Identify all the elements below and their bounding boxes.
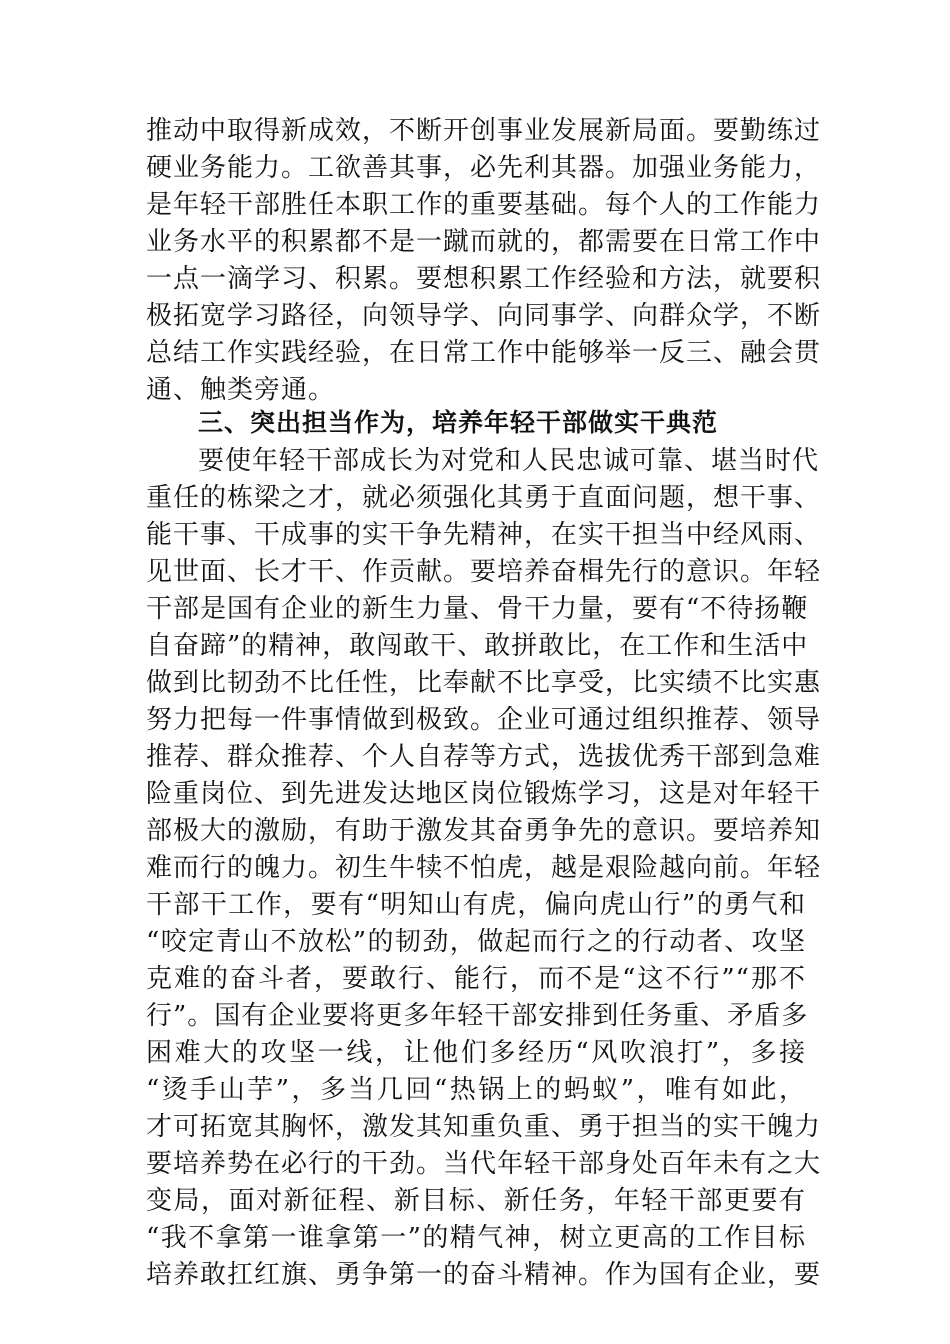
paragraph-2-line-1: 要使年轻干部成长为对党和人民忠诚可靠、堪当时代 xyxy=(198,446,820,476)
paragraph-1-line-4: 业务水平的积累都不是一蹴而就的，都需要在日常工作中 xyxy=(146,227,822,257)
section-heading: 三、突出担当作为，培养年轻干部做实干典范 xyxy=(198,408,719,437)
paragraph-2-line-12: 难而行的魄力。初生牛犊不怕虎，越是艰险越向前。年轻 xyxy=(146,853,822,883)
paragraph-2-line-4: 见世面、长才干、作贡献。要培养奋楫先行的意识。年轻 xyxy=(146,557,822,587)
paragraph-2-line-7: 做到比韧劲不比任性，比奉献不比享受，比实绩不比实惠 xyxy=(146,668,822,698)
paragraph-1-line-6: 极拓宽学习路径，向领导学、向同事学、向群众学，不断 xyxy=(146,301,822,331)
paragraph-2-line-21: 变局，面对新征程、新目标、新任务，年轻干部更要有 xyxy=(146,1186,806,1216)
paragraph-2-line-6: 自奋蹄”的精神，敢闯敢干、敢拼敢比，在工作和生活中 xyxy=(146,631,809,661)
paragraph-1-line-3: 是年轻干部胜任本职工作的重要基础。每个人的工作能力 xyxy=(146,190,822,220)
paragraph-2-line-11: 部极大的激励，有助于激发其奋勇争先的意识。要培养知 xyxy=(146,816,822,846)
paragraph-2-line-23: 培养敢扛红旗、勇争第一的奋斗精神。作为国有企业，要 xyxy=(146,1260,822,1290)
paragraph-2-line-16: 行”。国有企业要将更多年轻干部安排到任务重、矛盾多 xyxy=(146,1001,809,1031)
paragraph-2-line-10: 险重岗位、到先进发达地区岗位锻炼学习，这是对年轻干 xyxy=(146,779,822,809)
paragraph-2-line-5: 干部是国有企业的新生力量、骨干力量，要有“不待扬鞭 xyxy=(146,594,809,624)
paragraph-2-line-2: 重任的栋梁之才，就必须强化其勇于直面问题，想干事、 xyxy=(146,483,822,513)
paragraph-2-line-19: 才可拓宽其胸怀，激发其知重负重、勇于担当的实干魄力 xyxy=(146,1112,822,1142)
paragraph-2-line-14: “咬定青山不放松”的韧劲，做起而行之的行动者、攻坚 xyxy=(146,927,806,957)
paragraph-1-line-5: 一点一滴学习、积累。要想积累工作经验和方法，就要积 xyxy=(146,264,822,294)
paragraph-1-line-1: 推动中取得新成效，不断开创事业发展新局面。要勤练过 xyxy=(146,116,822,146)
paragraph-2-line-15: 克难的奋斗者，要敢行、能行，而不是“这不行”“那不 xyxy=(146,964,806,994)
paragraph-2-line-3: 能干事、干成事的实干争先精神，在实干担当中经风雨、 xyxy=(146,520,822,550)
paragraph-2-line-22: “我不拿第一谁拿第一”的精气神，树立更高的工作目标 xyxy=(146,1223,806,1253)
paragraph-2-line-20: 要培养势在必行的干劲。当代年轻干部身处百年未有之大 xyxy=(146,1149,822,1179)
paragraph-2-line-13: 干部干工作，要有“明知山有虎，偏向虎山行”的勇气和 xyxy=(146,890,806,920)
paragraph-2-line-8: 努力把每一件事情做到极致。企业可通过组织推荐、领导 xyxy=(146,705,822,735)
paragraph-2-line-9: 推荐、群众推荐、个人自荐等方式，选拔优秀干部到急难 xyxy=(146,742,822,772)
paragraph-2-line-17: 困难大的攻坚一线，让他们多经历“风吹浪打”，多接 xyxy=(146,1038,806,1068)
paragraph-1-line-2: 硬业务能力。工欲善其事，必先利其器。加强业务能力， xyxy=(146,153,822,183)
paragraph-1-line-8: 通、触类旁通。 xyxy=(146,375,336,405)
paragraph-1-line-7: 总结工作实践经验，在日常工作中能够举一反三、融会贯 xyxy=(146,338,822,368)
paragraph-2-line-18: “烫手山芋”，多当几回“热锅上的蚂蚁”，唯有如此， xyxy=(146,1075,806,1105)
